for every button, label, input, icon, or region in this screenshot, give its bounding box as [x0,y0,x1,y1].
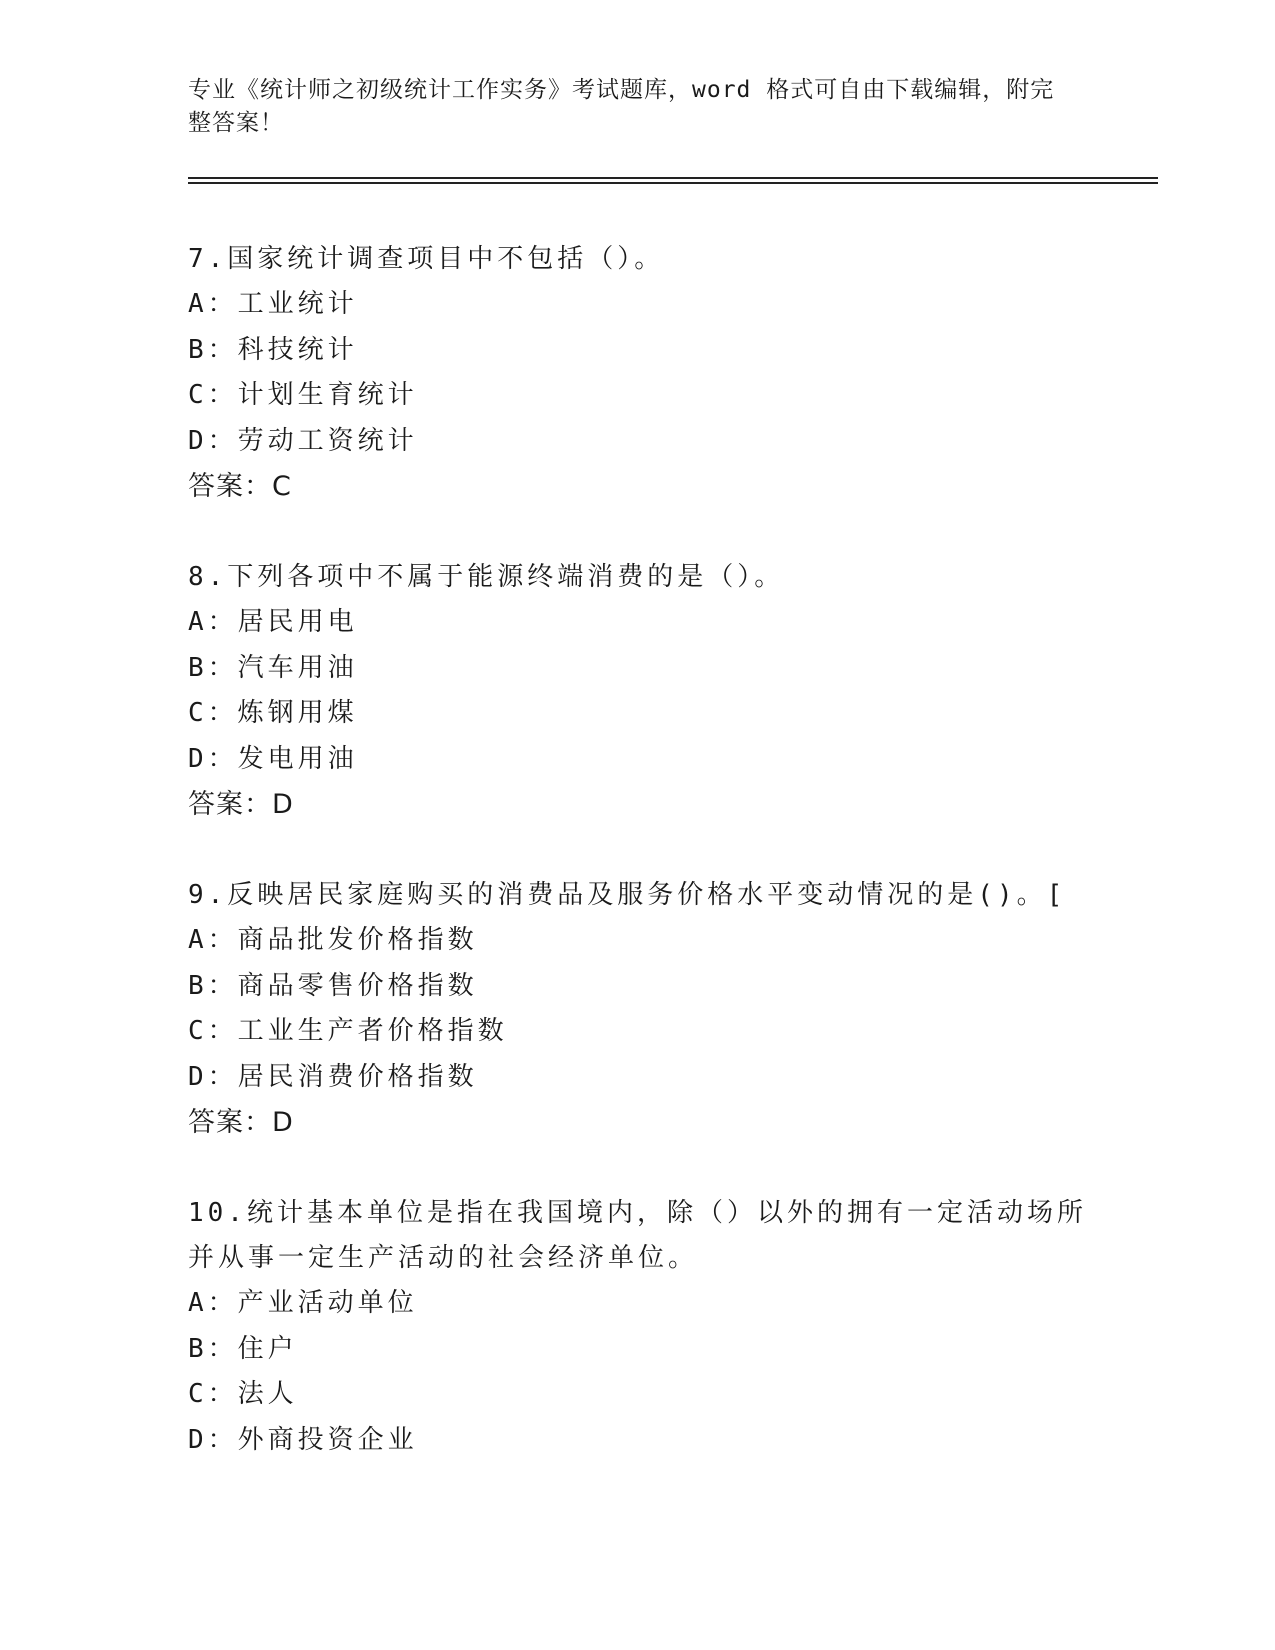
option-b: B：科技统计 [188,334,358,365]
answer-label: 答案：D [188,1107,294,1138]
question-7 [188,237,1088,509]
option-c: C：计划生育统计 [188,380,418,410]
option-d: D：居民消费价格指数 [188,1061,478,1092]
question-stem: 9.反映居民家庭购买的消费品及服务价格水平变动情况的是()。[ [188,880,1067,910]
option-a: A：居民用电 [188,607,358,637]
question-10 [188,1191,1088,1463]
option-b: B：汽车用油 [188,652,358,683]
question-stem: 10.统计基本单位是指在我国境内，除（）以外的拥有一定活动场所并从事一定生产活动的社会经济单位。 [188,1198,1087,1273]
question-list [188,237,1088,1509]
option-d: D：发电用油 [188,743,358,774]
question-stem: 7.国家统计调查项目中不包括（）。 [188,244,665,274]
option-d: D：外商投资企业 [188,1424,418,1455]
option-a: A：商品批发价格指数 [188,925,478,955]
option-d: D：劳动工资统计 [188,425,418,456]
option-a: A：产业活动单位 [188,1288,418,1318]
header-divider-bottom [188,182,1158,184]
option-c: C：炼钢用煤 [188,698,358,728]
question-9 [188,873,1088,1145]
option-a: A：工业统计 [188,289,358,319]
option-c: C：工业生产者价格指数 [188,1016,508,1046]
option-b: B：住户 [188,1333,298,1364]
option-c: C：法人 [188,1379,298,1409]
option-b: B：商品零售价格指数 [188,970,478,1001]
question-8 [188,555,1088,827]
question-stem: 8.下列各项中不属于能源终端消费的是（）。 [188,562,785,592]
answer-label: 答案：D [188,789,294,820]
answer-label: 答案：C [188,471,292,502]
document-intro: 专业《统计师之初级统计工作实务》考试题库，word 格式可自由下载编辑，附完整答案！ [188,77,1055,136]
header-divider-top [188,177,1158,179]
